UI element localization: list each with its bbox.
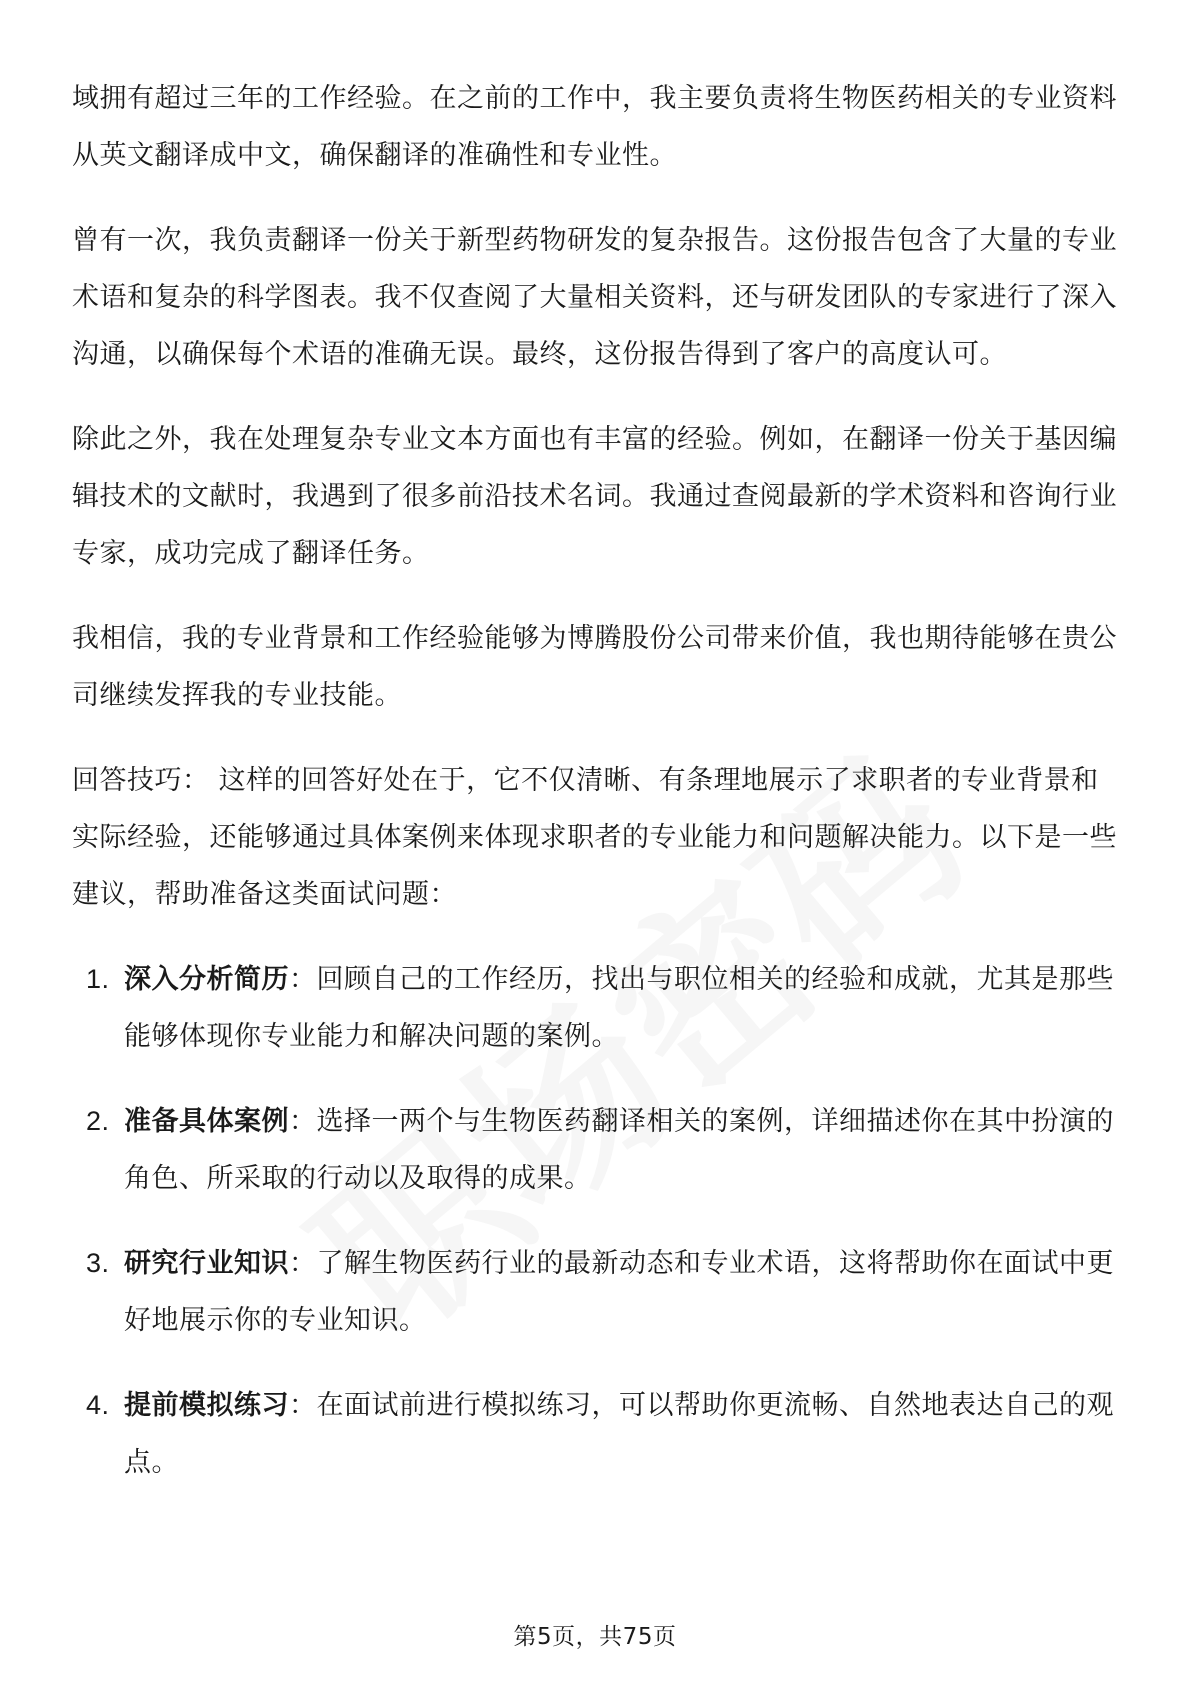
document-body (72, 70, 1122, 1519)
tip-text: ：选择一两个与生物医药翻译相关的案例，详细描述你在其中扮演的角色、所采取的行动以及取得的成果。 (124, 1106, 1114, 1194)
tip-text: ：回顾自己的工作经历，找出与职位相关的经验和成就，尤其是那些能够体现你专业能力和解决问题的案例。 (124, 964, 1114, 1052)
list-item (72, 951, 1122, 1065)
list-item (72, 1377, 1122, 1491)
list-number: 4. (86, 1390, 110, 1420)
list-number: 3. (86, 1248, 110, 1278)
list-item (72, 1093, 1122, 1207)
list-number: 2. (86, 1106, 110, 1136)
list-number: 1. (86, 964, 110, 994)
tip-title: 深入分析简历 (124, 964, 289, 995)
paragraph-gene-editing-example: 除此之外，我在处理复杂专业文本方面也有丰富的经验。例如，在翻译一份关于基因编辑技术的文献时，我遇到了很多前沿技术名词。我通过查阅最新的学术资料和咨询行业专家，成功完成了翻译任务。 (72, 424, 1117, 569)
tips-list (72, 951, 1122, 1491)
paragraph-report-example: 曾有一次，我负责翻译一份关于新型药物研发的复杂报告。这份报告包含了大量的专业术语和复杂的科学图表。我不仅查阅了大量相关资料，还与研发团队的专家进行了深入沟通，以确保每个术语的准确无误。最终，这份报告得到了客户的高度认可。 (72, 225, 1117, 370)
tip-text: ：在面试前进行模拟练习，可以帮助你更流畅、自然地表达自己的观点。 (124, 1390, 1114, 1478)
tip-title: 提前模拟练习 (124, 1390, 289, 1421)
tip-text: ：了解生物医药行业的最新动态和专业术语，这将帮助你在面试中更好地展示你的专业知识。 (124, 1248, 1114, 1336)
tip-title: 研究行业知识 (124, 1248, 289, 1279)
paragraph-experience: 域拥有超过三年的工作经验。在之前的工作中，我主要负责将生物医药相关的专业资料从英文翻译成中文，确保翻译的准确性和专业性。 (72, 83, 1117, 171)
tip-title: 准备具体案例 (124, 1106, 289, 1137)
paragraph-answer-tips: 回答技巧： 这样的回答好处在于，它不仅清晰、有条理地展示了求职者的专业背景和实际经验，还能够通过具体案例来体现求职者的专业能力和问题解决能力。以下是一些建议，帮助准备这类面试问题： (72, 765, 1117, 910)
paragraph-conclusion: 我相信，我的专业背景和工作经验能够为博腾股份公司带来价值，我也期待能够在贵公司继续发挥我的专业技能。 (72, 623, 1117, 711)
list-item (72, 1235, 1122, 1349)
page-number: 第5页，共75页 (513, 1624, 677, 1650)
